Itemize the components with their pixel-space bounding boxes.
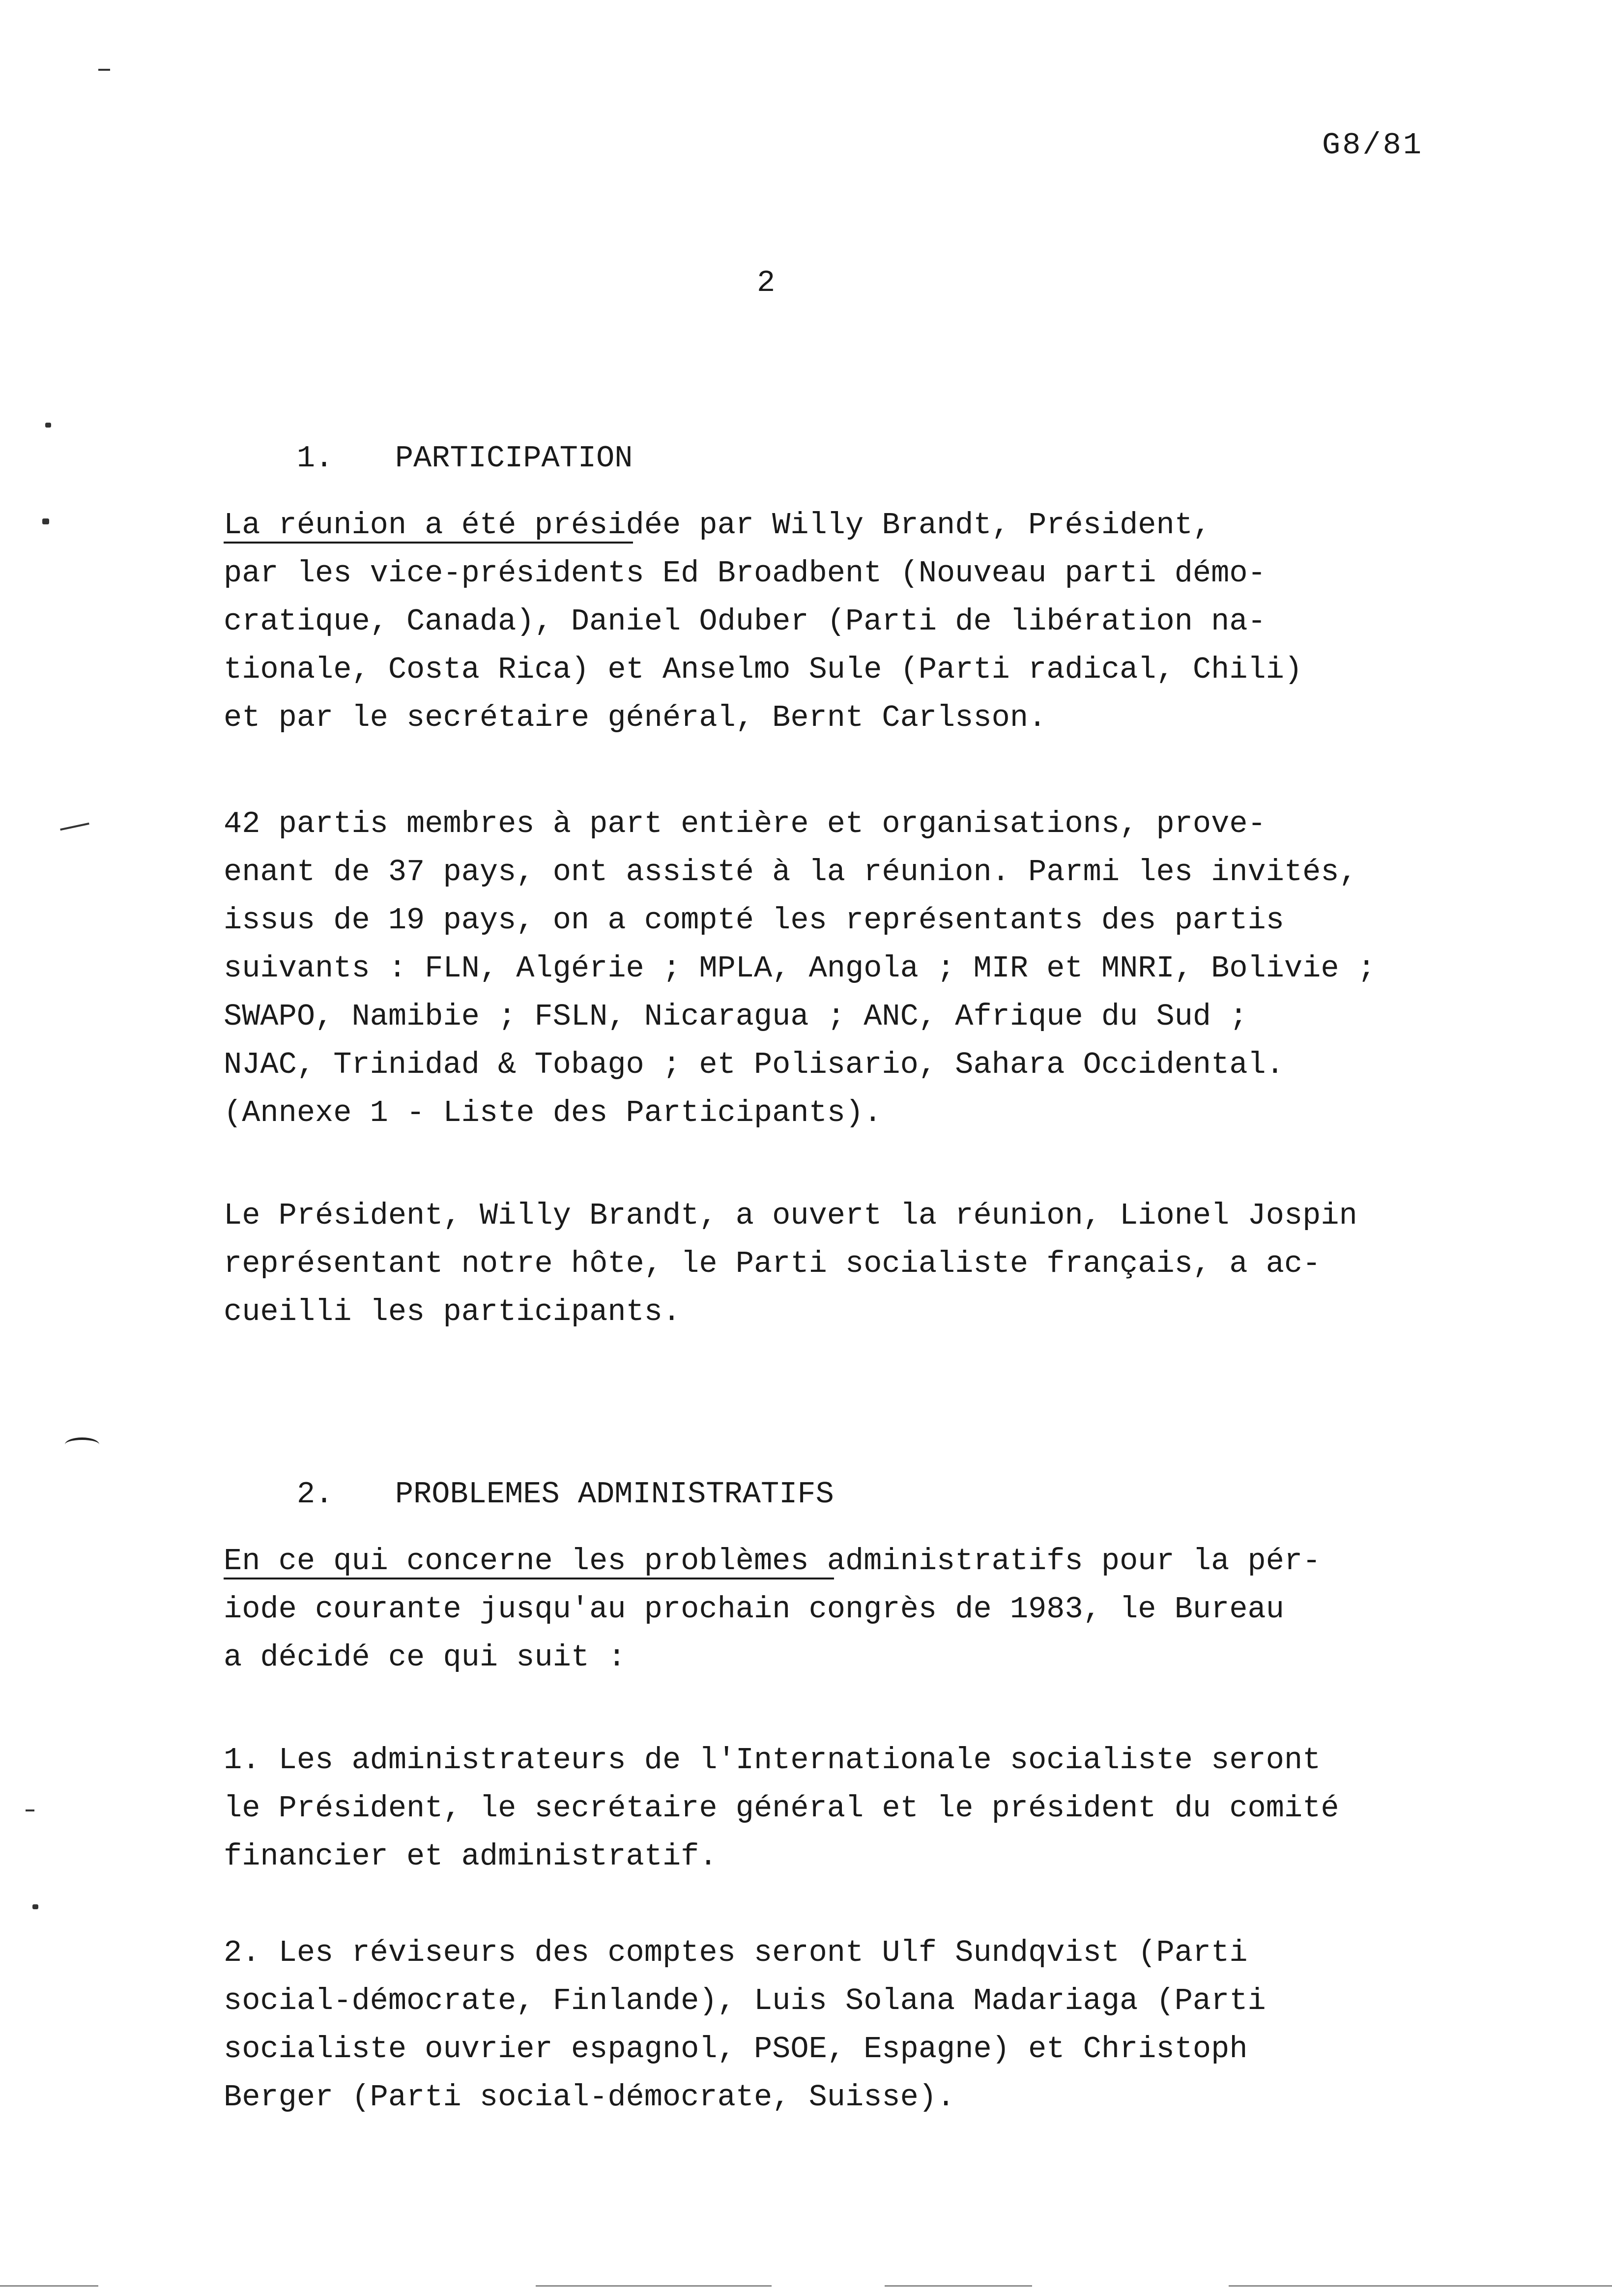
paragraph: 1. Les administrateurs de l'Internationale socialiste seront le Président, le secrétaire général et le président du comité financier et administratif. (224, 1743, 1339, 1874)
scan-mark (42, 518, 49, 524)
scan-mark (98, 69, 110, 71)
section-number: 1. (296, 441, 334, 476)
paragraph: 42 partis membres à part entière et organisations, prove- enant de 37 pays, ont assisté à la réunion. Parmi les invités, issus de 19 pays, on a compté les représentants des partis suivants : FLN, Algérie ; MPLA, Angola ; MIR et MNRI, Bolivie ; SWAPO, Namibie ; FSLN, Nicaragua ; ANC, Afrique du Sud ; NJAC, Trinidad & Tobago ; et Polisario, Sahara Occidental. (Annexe 1 - Liste des Participants). (224, 806, 1376, 1130)
paragraph: La réunion a été présidée par Willy Brandt, Président, par les vice-présidents Ed Broadbent (Nouveau parti démo- cratique, Canada), Daniel Oduber (Parti de libération na- tionale, Costa Rica) et Anselmo Sule (Parti radical, Chili) et par le secrétaire général, Bernt Carlsson. (224, 508, 1303, 735)
scan-mark (32, 1904, 38, 1909)
section-number: 2. (296, 1477, 334, 1512)
scan-mark (45, 423, 51, 428)
scan-mark (60, 823, 89, 831)
section-title: PARTICIPATION (395, 441, 633, 476)
scan-edge (0, 2285, 98, 2287)
scan-edge (885, 2285, 1032, 2287)
paragraph: En ce qui concerne les problèmes administratifs pour la pér- iode courante jusqu'au prochain congrès de 1983, le Bureau a décidé ce qui suit : (224, 1544, 1321, 1675)
scan-edge (536, 2285, 772, 2287)
section-title: PROBLEMES ADMINISTRATIFS (395, 1477, 834, 1512)
document-reference: G8/81 (1322, 128, 1424, 163)
scan-mark (26, 1809, 34, 1811)
scan-mark (65, 1437, 99, 1452)
scan-edge (1229, 2285, 1612, 2287)
page-number: 2 (757, 265, 776, 300)
paragraph: Le Président, Willy Brandt, a ouvert la réunion, Lionel Jospin représentant notre hôte, le Parti socialiste français, a ac- cueilli les participants. (224, 1198, 1357, 1329)
paragraph: 2. Les réviseurs des comptes seront Ulf Sundqvist (Parti social-démocrate, Finlande), Luis Solana Madariaga (Parti socialiste ouvrier espagnol, PSOE, Espagne) et Christoph Berger (Parti social-démocrate, Suisse). (224, 1935, 1266, 2115)
